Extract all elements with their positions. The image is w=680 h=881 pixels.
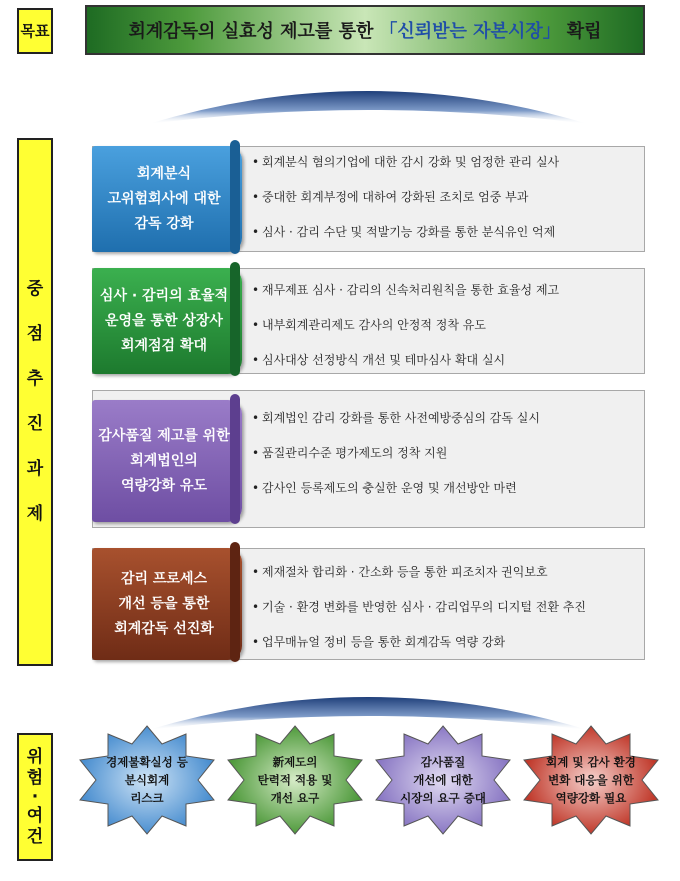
task-title-line: 운영을 통한 상장사	[105, 312, 223, 329]
risk-line: 新제도의	[272, 755, 318, 769]
task-banner-4	[92, 548, 242, 660]
risk-line: 변화 대응을 위한	[548, 773, 634, 787]
task-title-line: 역량강화 유도	[120, 477, 208, 494]
risk-line: 시장의 요구 증대	[400, 791, 486, 805]
risk-line: 개선에 대한	[413, 773, 473, 787]
task-title-line: 심사 · 감리의 효율적	[99, 287, 229, 304]
task-item-list	[252, 280, 559, 385]
risk-star	[516, 724, 666, 836]
risk-side-label	[17, 733, 53, 861]
lower-arrow	[148, 674, 588, 730]
task-item: • 기술 · 환경 변화를 반영한 심사 · 감리업무의 디지털 전환 추진	[252, 597, 586, 632]
task-item: • 제재절차 합리화 · 간소화 등을 통한 피조치자 권익보호	[252, 562, 586, 597]
risk-star-text	[516, 724, 666, 836]
task-item-list	[252, 562, 586, 667]
task-banner-title	[107, 162, 226, 237]
task-item: • 회계법인 감리 강화를 통한 사전예방중심의 감독 실시	[252, 408, 540, 443]
risk-star	[368, 724, 518, 836]
task-banner-1	[92, 146, 242, 252]
risk-star	[220, 724, 370, 836]
task-title-line: 회계점검 확대	[120, 337, 207, 354]
goal-tail-text: 확립	[566, 21, 602, 42]
risk-char: 험	[26, 767, 44, 788]
task-title-line: 감사품질 제고를 위한	[98, 427, 230, 444]
risk-line: 경제불확실성 등	[106, 755, 188, 769]
task-item: • 업무매뉴얼 정비 등을 통한 회계감독 역량 강화	[252, 632, 586, 667]
task-item: • 품질관리수준 평가제도의 정착 지원	[252, 443, 540, 478]
risk-star	[72, 724, 222, 836]
strategy-side-label	[17, 138, 53, 666]
task-title-line: 감독 강화	[134, 215, 194, 232]
task-title-line: 개선 등을 통한	[118, 595, 210, 612]
task-item-list	[252, 152, 559, 257]
goal-main-text: 회계감독의 실효성 제고를 통한	[128, 21, 374, 42]
strategy-char: 진	[26, 414, 44, 434]
task-banner-title	[98, 424, 235, 499]
task-item: • 재무제표 심사 · 감리의 신속처리원칙을 통한 효율성 제고	[252, 280, 559, 315]
scroll-roll	[230, 140, 240, 254]
risk-char: 건	[26, 826, 44, 847]
strategy-char: 과	[26, 459, 44, 479]
risk-line: 분식회계	[124, 773, 170, 787]
task-item-list	[252, 408, 540, 513]
task-title-line: 회계분식	[136, 165, 192, 182]
risk-line: 회계 및 감사 환경	[546, 755, 636, 769]
task-banner-3	[92, 400, 242, 522]
risk-char: 위	[26, 746, 44, 767]
task-item: • 감사인 등록제도의 충실한 운영 및 개선방안 마련	[252, 478, 540, 513]
task-item: • 심사 · 감리 수단 및 적발기능 강화를 통한 분식유인 억제	[252, 222, 559, 257]
strategy-char: 추	[26, 369, 44, 389]
upper-arrow	[148, 68, 588, 124]
task-title-line: 감리 프로세스	[120, 570, 207, 587]
risk-star-text	[72, 724, 222, 836]
strategy-char: 점	[26, 324, 44, 344]
risk-line: 탄력적 적용 및	[257, 773, 333, 787]
risk-star-text	[220, 724, 370, 836]
risk-line: 리스크	[130, 791, 164, 805]
strategy-char: 제	[26, 504, 44, 524]
task-title-line: 고위험회사에 대한	[107, 190, 221, 207]
scroll-roll	[230, 542, 240, 662]
risk-star-text	[368, 724, 518, 836]
risk-char: 여	[26, 805, 44, 826]
strategy-char: 중	[26, 279, 44, 299]
task-item: • 중대한 회계부정에 대하여 강화된 조치로 엄중 부과	[252, 187, 559, 222]
task-item: • 내부회계관리제도 감사의 안정적 정착 유도	[252, 315, 559, 350]
task-banner-title	[114, 567, 220, 642]
risk-line: 개선 요구	[270, 791, 320, 805]
task-title-line: 회계법인의	[130, 452, 198, 469]
risk-line: 역량강화 필요	[555, 791, 627, 805]
goal-side-label-text: 목표	[20, 21, 50, 40]
task-item: • 심사대상 선정방식 개선 및 테마심사 확대 실시	[252, 350, 559, 385]
task-banner-2	[92, 268, 242, 374]
risk-line: 감사품질	[420, 755, 466, 769]
goal-highlight-text: 「신뢰받는 자본시장」	[379, 21, 561, 42]
goal-banner	[85, 5, 645, 55]
risk-char: ·	[31, 786, 39, 807]
task-title-line: 회계감독 선진화	[114, 620, 214, 637]
task-item: • 회계분식 혐의기업에 대한 감시 강화 및 엄정한 관리 실사	[252, 152, 559, 187]
goal-side-label	[17, 8, 53, 54]
task-banner-title	[100, 284, 234, 359]
